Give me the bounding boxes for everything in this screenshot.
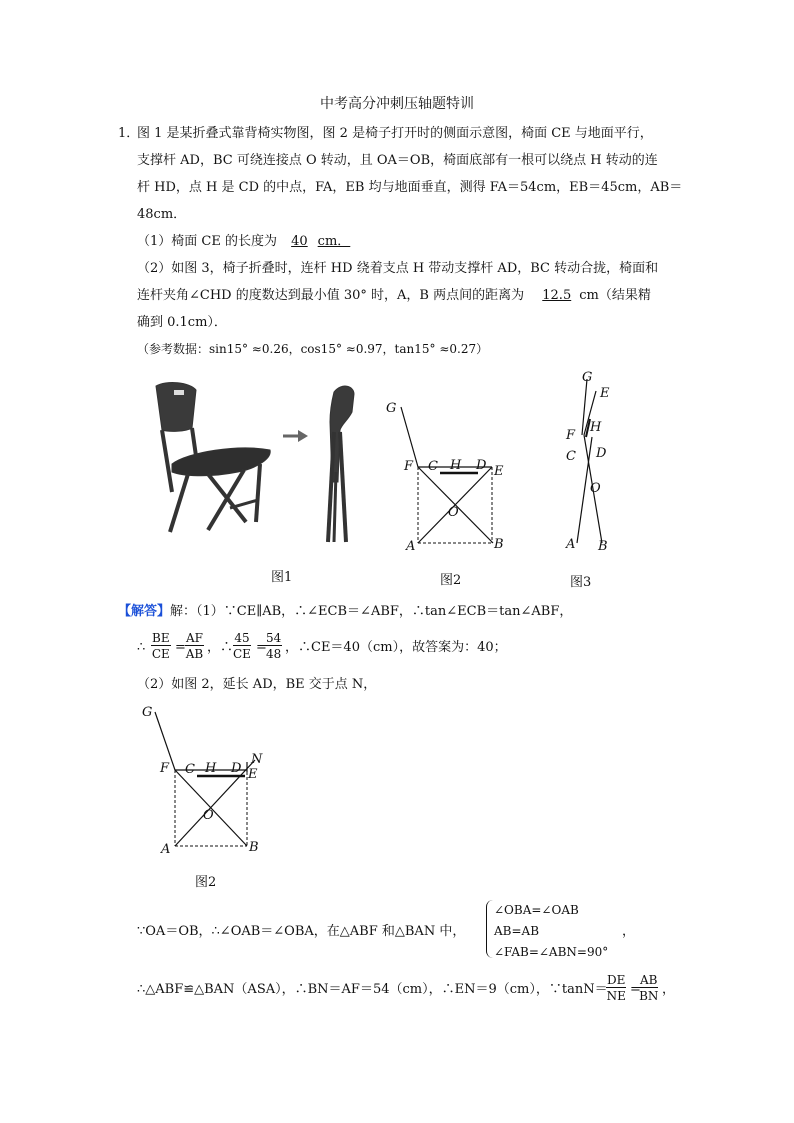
q1-prefix: （1）椅面 CE 的长度为 [137, 234, 277, 249]
solution-s2-suffix: ，∴CE＝40（cm），故答案为：40； [285, 640, 507, 655]
equals-sign-1: = [175, 640, 186, 655]
fraction-BE-CE: $\frac{BE}{CE}$ [151, 631, 170, 661]
open-chair-image [156, 383, 270, 532]
fig4-label-O: O [203, 808, 214, 823]
fig2-label-F: F [404, 459, 414, 474]
figure-solution-diagram [135, 700, 275, 860]
problem-line-4: 48cm． [137, 207, 187, 222]
fig4-label-N: N [251, 752, 263, 767]
fig2-label-C: C [428, 459, 438, 474]
fig2-label-D: D [476, 458, 487, 473]
fig4-label-D: D [231, 761, 242, 776]
fig3-label-F: F [566, 428, 576, 443]
solution-line-1 [118, 605, 572, 618]
fig2-label-A: A [406, 539, 416, 554]
fraction-AB-BN: $\frac{AB}{BN}$ [639, 973, 659, 1003]
system-line-2: AB=AB [494, 924, 540, 938]
fig2-label-O: O [448, 505, 459, 520]
fig4-label-A: A [161, 842, 171, 857]
question-2-line-2 [137, 289, 651, 302]
system-comma: ， [622, 924, 636, 939]
fig2-label-G: G [386, 401, 397, 416]
fig3-label-H: H [590, 420, 602, 435]
fig2-line-GF [401, 407, 418, 467]
problem-line-1: 图 1 是某折叠式靠背椅实物图，图 2 是椅子打开时的侧面示意图，椅面 CE 与地面平行， [137, 126, 653, 141]
problem-line-3: 杆 HD，点 H 是 CD 的中点，FA，EB 均与地面垂直，测得 FA＝54cm，EB＝45cm，AB＝ [137, 180, 683, 195]
fig3-label-A: A [566, 537, 576, 552]
q2-suffix: cm（结果精 [579, 288, 651, 303]
fig4-label-H: H [205, 761, 217, 776]
page-title: 中考高分冲刺压轴题特训 [320, 96, 474, 112]
folded-chair-image [328, 386, 354, 542]
problem-line-2: 支撑杆 AD，BC 可绕连接点 O 转动，且 OA＝OB，椅面底部有一根可以绕点 H 转动的连 [137, 153, 658, 168]
fraction-54-48: $\frac{54}{48}$ [266, 631, 282, 661]
fig3-label-C: C [566, 449, 576, 464]
q1-answer: 40 [291, 234, 308, 249]
q2-prefix: 连杆夹角∠CHD 的度数达到最小值 30° 时，A，B 两点间的距离为 [137, 288, 525, 303]
problem-number: 1． [118, 126, 140, 141]
fig2-caption: 图2 [440, 573, 462, 588]
system-brace [486, 900, 493, 958]
figure-3-diagram [560, 365, 620, 555]
solution-s5-suffix: ， [662, 982, 676, 997]
fig4-caption: 图2 [195, 875, 217, 890]
figure-1-chair-photo [148, 372, 373, 552]
fig2-label-H: H [450, 458, 462, 473]
fraction-AF-AB: $\frac{AF}{AB}$ [185, 631, 204, 661]
fig2-label-B: B [494, 537, 504, 552]
system-line-1: ∠OBA=∠OAB [494, 903, 579, 917]
question-1 [137, 235, 350, 248]
q1-unit: cm． [317, 234, 351, 249]
q2-answer: 12.5 [542, 288, 572, 303]
fig2-label-E: E [494, 464, 504, 479]
fig3-label-O: O [590, 481, 601, 496]
fig4-label-C: C [185, 762, 195, 777]
fig3-label-D: D [596, 446, 607, 461]
fig4-label-E: E [248, 767, 258, 782]
fold-arrow-icon [283, 430, 308, 442]
fraction-45-CE: $\frac{45}{CE}$ [233, 631, 251, 661]
fig4-label-B: B [249, 840, 259, 855]
solution-tag: 【解答】 [118, 604, 171, 619]
equals-sign-3: = [630, 982, 641, 997]
solution-s2-prefix: ∴ [137, 640, 146, 655]
equals-sign-2: = [256, 640, 267, 655]
fig4-label-F: F [160, 761, 170, 776]
solution-s4: ∵OA＝OB，∴∠OAB＝∠OBA，在△ABF 和△BAN 中， [137, 924, 466, 939]
solution-s3: （2）如图 2，延长 AD，BE 交于点 N， [137, 677, 377, 692]
question-2-line-3: 确到 0.1cm）． [137, 315, 227, 330]
fraction-DE-NE: $\frac{DE}{NE}$ [606, 973, 626, 1003]
reference-data: （参考数据：sin15° ≈0.26，cos15° ≈0.97，tan15° ≈0.27） [137, 342, 489, 356]
question-2-line-1: （2）如图 3，椅子折叠时，连杆 HD 绕着支点 H 带动支撑杆 AD，BC 转动合拢，椅面和 [137, 261, 659, 276]
fig1-caption: 图1 [271, 570, 293, 585]
fig4-label-G: G [142, 705, 153, 720]
fig3-label-G: G [582, 370, 593, 385]
fig3-label-E: E [600, 386, 610, 401]
solution-s5: ∴△ABF≌△BAN（ASA），∴BN＝AF＝54（cm），∴EN＝9（cm），∵tanN＝ [137, 982, 608, 997]
system-line-3: ∠FAB=∠ABN=90° [494, 945, 609, 959]
solution-comma-therefore: ，∴ [207, 640, 234, 655]
fig3-caption: 图3 [570, 575, 592, 590]
fig3-label-B: B [598, 539, 608, 554]
solution-s1: 解：（1）∵CE∥AB，∴∠ECB＝∠ABF，∴tan∠ECB＝tan∠ABF， [170, 604, 573, 619]
figure-2-diagram [378, 395, 508, 555]
